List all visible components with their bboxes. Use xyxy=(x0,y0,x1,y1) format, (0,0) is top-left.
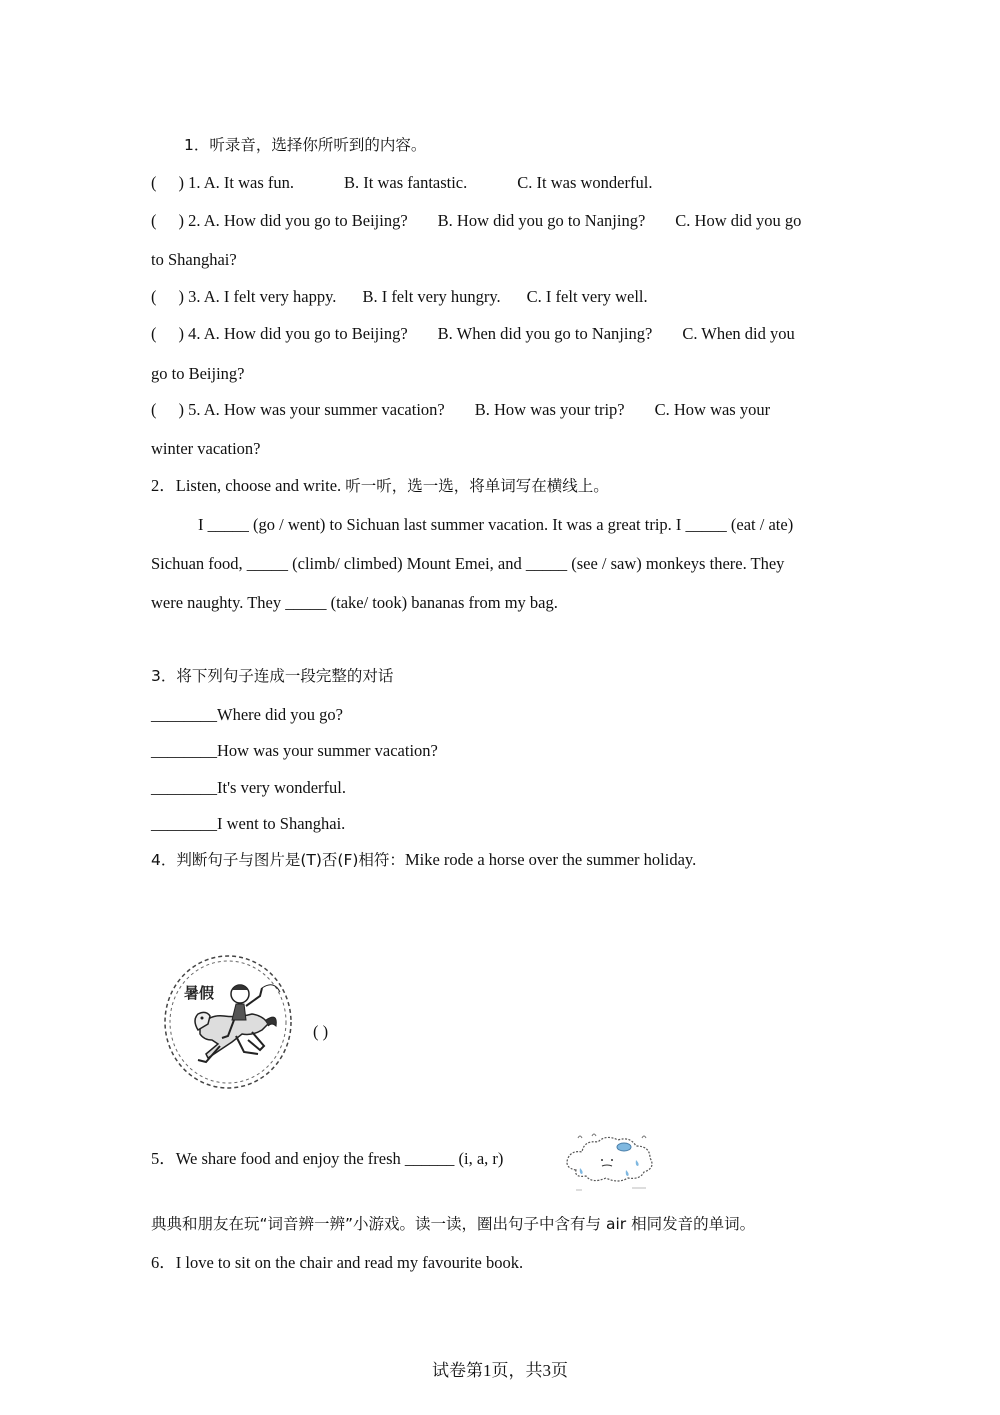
answer-paren-close: ) xyxy=(178,287,184,306)
answer-paren-open: ( xyxy=(151,400,157,419)
answer-paren-open: ( xyxy=(151,324,157,343)
q1-item-5 xyxy=(151,399,770,421)
option-c: C. When did you xyxy=(682,324,795,343)
option-a: A. How did you go to Beijing? xyxy=(203,211,408,230)
q3-line-2: ________How was your summer vacation? xyxy=(151,741,438,760)
answer-paren-close: ) xyxy=(178,324,184,343)
q2-passage-line-1: I _____ (go / went) to Sichuan last summer vacation. It was a great trip. I _____ (eat / ate) xyxy=(198,515,794,534)
option-b: B. How was your trip? xyxy=(474,400,625,419)
answer-paren-close: ) xyxy=(178,211,184,230)
answer-paren-open: ( xyxy=(151,173,157,192)
q3-line-4: ________I went to Shanghai. xyxy=(151,814,346,833)
q1-title: 1．听录音，选择你所听到的内容。 xyxy=(184,136,427,154)
option-c: C. How did you go xyxy=(675,211,802,230)
item-number: 4. xyxy=(188,324,201,343)
option-b: B. It was fantastic. xyxy=(344,173,468,192)
q3-line-3: ________It's very wonderful. xyxy=(151,778,346,797)
q1-item-1 xyxy=(151,172,652,194)
answer-paren-open: ( xyxy=(151,287,157,306)
q1-item-3 xyxy=(151,286,648,308)
q3-line-1: ________Where did you go? xyxy=(151,705,343,724)
q1-item-4-cont: go to Beijing? xyxy=(151,364,245,383)
option-c: C. I felt very well. xyxy=(526,287,648,306)
option-a: A. How did you go to Beijing? xyxy=(203,324,408,343)
q2-title-cn: 听一听，选一选，将单词写在横线上。 xyxy=(345,477,609,495)
horse-rider-image xyxy=(162,950,298,1092)
q1-item-5-cont: winter vacation? xyxy=(151,439,261,458)
answer-paren-close: ) xyxy=(178,400,184,419)
q5-text: 5．We share food and enjoy the fresh ______ (i, a, r) xyxy=(151,1149,504,1168)
q2-title-en: 2．Listen, choose and write. xyxy=(151,476,346,495)
image-label-summer-vacation: 暑假 xyxy=(184,984,215,1002)
q2-title xyxy=(151,475,609,497)
q4-title-cn: 4．判断句子与图片是(T)否(F)相符： xyxy=(151,851,405,869)
item-number: 5. xyxy=(188,400,201,419)
page-footer: 试卷第1页，共3页 xyxy=(432,1361,568,1380)
answer-paren-open: ( xyxy=(151,211,157,230)
q1-item-2-cont: to Shanghai? xyxy=(151,250,237,269)
option-a: A. It was fun. xyxy=(203,173,294,192)
item-number: 1. xyxy=(188,173,201,192)
q1-item-2 xyxy=(151,210,801,232)
q4-title-en: Mike rode a horse over the summer holiday. xyxy=(404,850,697,869)
q3-title: 3．将下列句子连成一段完整的对话 xyxy=(151,667,394,685)
cloud-icon xyxy=(562,1130,658,1192)
q4-title xyxy=(151,849,696,871)
option-c: C. How was your xyxy=(654,400,771,419)
q6-intro: 典典和朋友在玩“词音辨一辨”小游戏。读一读，圈出句子中含有与 air 相同发音的单词。 xyxy=(151,1215,756,1233)
answer-paren-close: ) xyxy=(178,173,184,192)
q2-passage-line-2: Sichuan food, _____ (climb/ climbed) Mount Emei, and _____ (see / saw) monkeys there. They xyxy=(151,554,785,573)
option-b: B. How did you go to Nanjing? xyxy=(437,211,646,230)
q2-passage-line-3: were naughty. They _____ (take/ took) bananas from my bag. xyxy=(151,593,558,612)
item-number: 2. xyxy=(188,211,201,230)
option-b: B. When did you go to Nanjing? xyxy=(437,324,653,343)
q1-item-4 xyxy=(151,323,795,345)
option-a: A. I felt very happy. xyxy=(203,287,337,306)
option-a: A. How was your summer vacation? xyxy=(203,400,445,419)
item-number: 3. xyxy=(188,287,201,306)
option-c: C. It was wonderful. xyxy=(517,173,653,192)
q6-text: 6．I love to sit on the chair and read my favourite book. xyxy=(151,1253,524,1272)
option-b: B. I felt very hungry. xyxy=(362,287,501,306)
q4-answer-paren: ( ) xyxy=(313,1022,329,1041)
